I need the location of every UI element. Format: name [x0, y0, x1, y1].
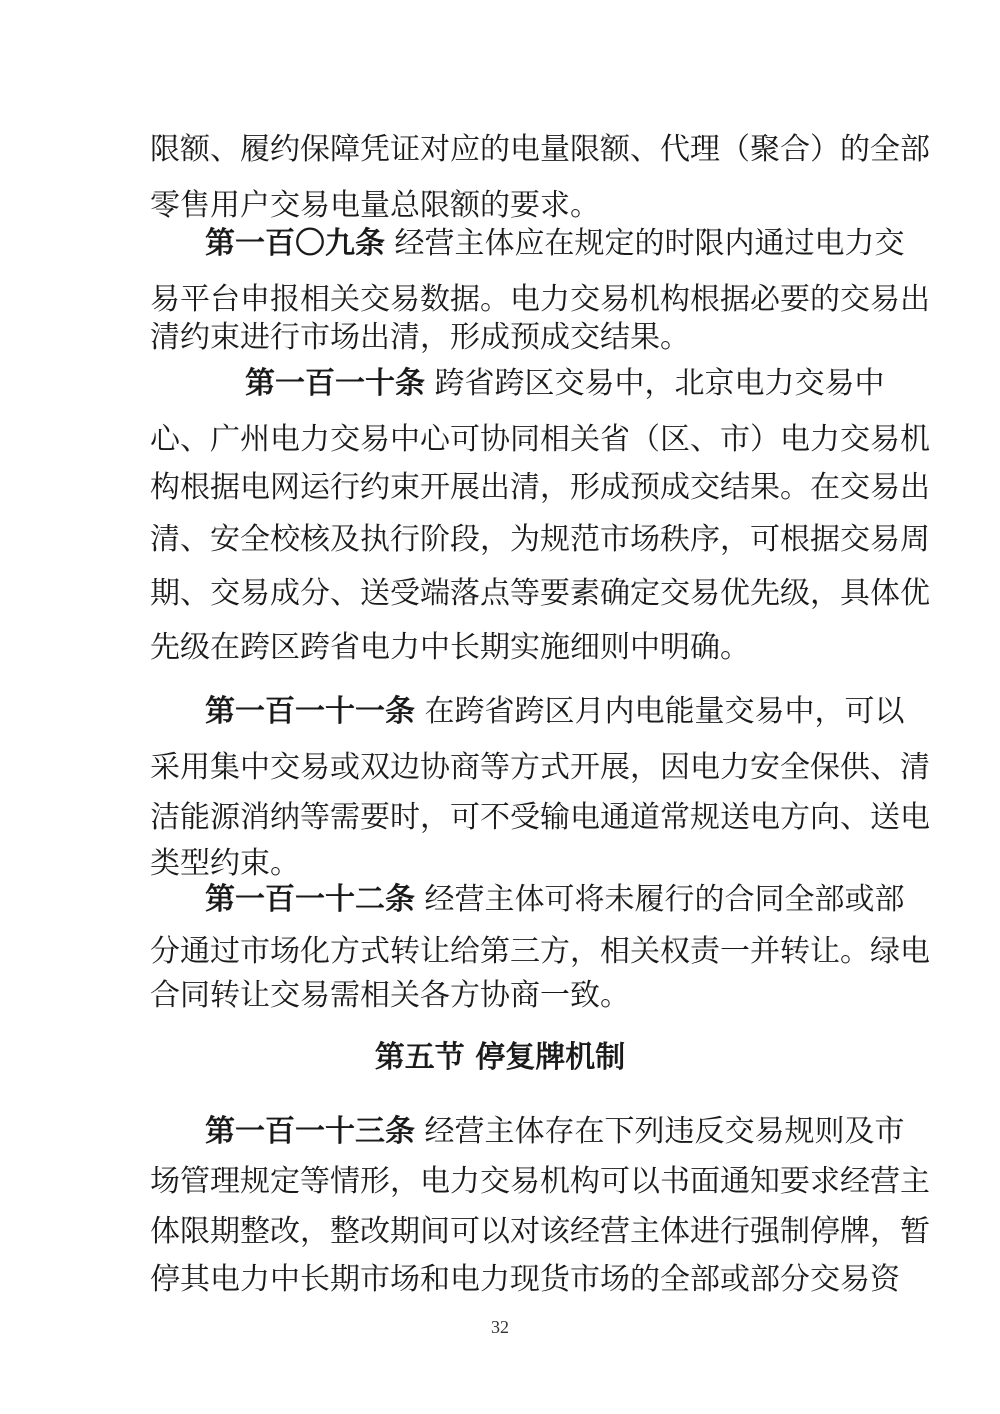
- text-line: 清约束进行市场出清，形成预成交结果。: [150, 320, 690, 355]
- article-number: 第一百一十二条: [205, 882, 415, 917]
- text-line: 合同转让交易需相关各方协商一致。: [150, 978, 630, 1013]
- article-text: 在跨省跨区月内电能量交易中，可以: [424, 694, 905, 729]
- section-heading: 第五节 停复牌机制: [374, 1040, 626, 1075]
- text-line: 先级在跨区跨省电力中长期实施细则中明确。: [150, 630, 750, 665]
- text-line: 易平台申报相关交易数据。电力交易机构根据必要的交易出: [150, 282, 930, 317]
- article-text: 经营主体应在规定的时限内通过电力交: [394, 226, 905, 261]
- text-line: 心、广州电力交易中心可协同相关省（区、市）电力交易机: [150, 422, 930, 457]
- article-number: 第一百一十一条: [205, 694, 415, 729]
- text-line: 采用集中交易或双边协商等方式开展，因电力安全保供、清: [150, 750, 930, 785]
- article-113-first-line: [205, 1104, 905, 1160]
- text-line: 清、安全校核及执行阶段，为规范市场秩序，可根据交易周: [150, 522, 930, 557]
- article-109-first-line: [205, 216, 905, 272]
- text-line: 场管理规定等情形，电力交易机构可以书面通知要求经营主: [150, 1164, 930, 1199]
- text-line: 类型约束。: [150, 846, 300, 881]
- text-line: 分通过市场化方式转让给第三方，相关权责一并转让。绿电: [150, 934, 930, 969]
- text-line: 洁能源消纳等需要时，可不受输电通道常规送电方向、送电: [150, 800, 930, 835]
- page-number: 32: [491, 1317, 509, 1337]
- text-line: 零售用户交易电量总限额的要求。: [150, 188, 600, 223]
- article-111-first-line: [205, 684, 905, 740]
- text-line: 停其电力中长期市场和电力现货市场的全部或部分交易资: [150, 1262, 900, 1297]
- article-112-first-line: [205, 872, 905, 928]
- text-line: 体限期整改，整改期间可以对该经营主体进行强制停牌，暂: [150, 1214, 930, 1249]
- article-110-first-line: [245, 356, 885, 412]
- article-text: 经营主体存在下列违反交易规则及市: [424, 1114, 905, 1149]
- text-line: 构根据电网运行约束开展出清，形成预成交结果。在交易出: [150, 470, 930, 505]
- article-text: 经营主体可将未履行的合同全部或部: [424, 882, 905, 917]
- article-number: 第一百一十条: [245, 366, 425, 401]
- article-number: 第一百一十三条: [205, 1114, 415, 1149]
- text-line: 期、交易成分、送受端落点等要素确定交易优先级，具体优: [150, 576, 930, 611]
- article-text: 跨省跨区交易中，北京电力交易中: [434, 366, 885, 401]
- article-number: 第一百〇九条: [205, 226, 385, 261]
- text-line: 限额、履约保障凭证对应的电量限额、代理（聚合）的全部: [150, 132, 930, 167]
